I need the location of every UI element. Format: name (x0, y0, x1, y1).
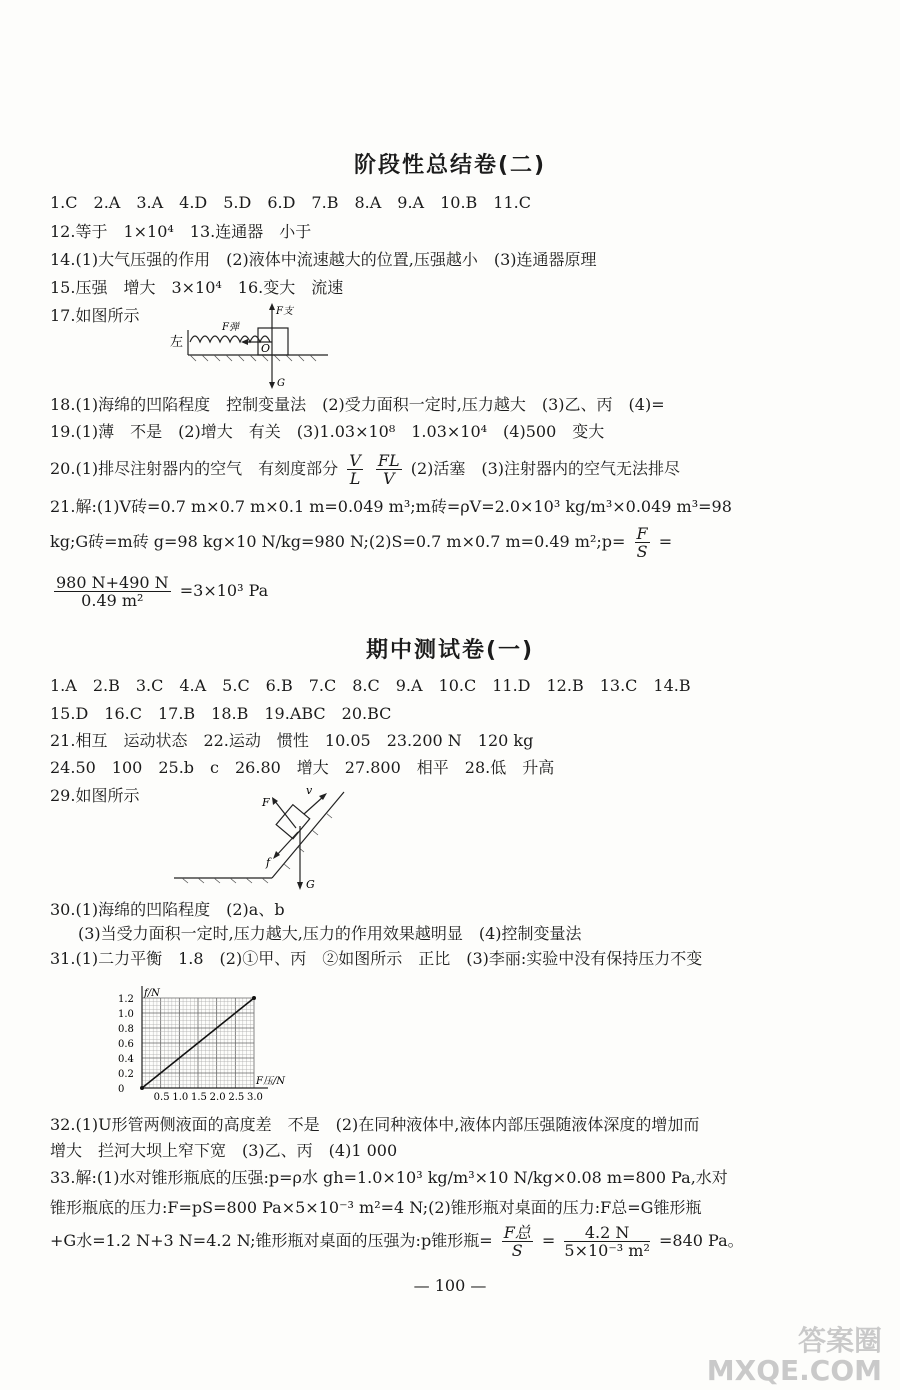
y-tick-label: 1.0 (118, 1009, 134, 1020)
answer-line-2-3: 21.相互 运动状态 22.运动 惯性 10.05 23.200 N 120 kg (50, 731, 534, 750)
section-title-2: 期中测试卷(一) (365, 638, 535, 663)
x-tick-label: 2.5 (228, 1092, 245, 1103)
label-v: v (306, 784, 313, 797)
label-gravity: G (277, 378, 285, 389)
answer-line-2-5: 29.如图所示 (50, 786, 140, 805)
fraction-force-area: $\frac{4.2 N}{\text{5×10⁻³ m²}}$ (564, 1223, 650, 1260)
answer-line-20a: 20.(1)排尽注射器内的空气 有刻度部分 (50, 459, 339, 478)
answer-line-2-4: 24.50 100 25.b c 26.80 增大 27.800 相平 28.低 升高 (50, 758, 555, 777)
y-tick-label: 0.8 (118, 1024, 134, 1035)
fraction-weight-area: $\frac{980 N+490 N}{\text{0.49 m²}}$ (56, 573, 169, 610)
label-f-spring: F弹 (222, 322, 239, 333)
data-point (140, 1086, 144, 1090)
answer-line-3: 14.(1)大气压强的作用 (2)液体中流速越大的位置,压强越小 (3)连通器原理 (50, 250, 597, 269)
section-title-1: 阶段性总结卷(二) (353, 153, 547, 178)
label-friction: f (266, 856, 271, 869)
fraction-ftotal-over-s: $\frac{\text{F总}}{S}$ (503, 1223, 531, 1260)
y-tick-label: 0.6 (118, 1039, 134, 1050)
chart-xlabel: F压/N (256, 1076, 286, 1087)
x-tick-label: 0.5 (153, 1092, 170, 1103)
answer-line-5: 17.如图所示 (50, 306, 140, 325)
watermark-line-1: 答案圈 (797, 1324, 882, 1357)
friction-pressure-chart (112, 978, 292, 1112)
label-point-o: O (261, 342, 271, 355)
answer-line-1: 1.C 2.A 3.A 4.D 5.D 6.D 7.B 8.A 9.A 10.B 11.C (50, 193, 531, 212)
answer-line-21b: kg;G砖=m砖 g=98 kg×10 N/kg=980 N;(2)S=0.7 m×0.7 m=0.49 m²;p= $\frac{F}{S}$ = (50, 524, 673, 561)
y-tick-label: 0.2 (118, 1069, 134, 1080)
watermark-line-2: MXQE.COM (706, 1354, 882, 1387)
watermark (707, 1326, 882, 1386)
answer-line-18: 18.(1)海绵的凹陷程度 控制变量法 (2)受力面积一定时,压力越大 (3)乙、丙 (4)= (50, 395, 665, 414)
y-tick-label: 0 (118, 1084, 125, 1095)
label-g: G (306, 878, 315, 891)
label-f: F (262, 796, 270, 809)
answer-line-21a: 21.解:(1)V砖=0.7 m×0.7 m×0.1 m=0.049 m³;m砖=ρV=2.0×10³ kg/m³×0.049 m³=98 (50, 497, 732, 516)
answer-line-2: 12.等于 1×10⁴ 13.连通器 小于 (50, 222, 312, 241)
figure-29-incline-block (172, 782, 352, 894)
answer-line-2-31: 31.(1)二力平衡 1.8 (2)①甲、丙 ②如图所示 正比 (3)李丽:实验中没有保持压力不变 (50, 949, 703, 968)
x-tick-label: 2.0 (209, 1092, 226, 1103)
answer-line-2-33c: +G水=1.2 N+3 N=4.2 N;锥形瓶对桌面的压强为:p锥形瓶= $\frac{\text{F总}}{S}$ = $\frac{4.2 N}{\text{5×10⁻³ m²}}$ =840 Pa。 (50, 1223, 744, 1260)
answer-line-21c: $\frac{980 N+490 N}{\text{0.49 m²}}$ =3×10³ Pa (56, 573, 269, 610)
answer-line-2-33b: 锥形瓶底的压力:F=pS=800 Pa×5×10⁻³ m²=4 N;(2)锥形瓶对桌面的压力:F总=G锥形瓶 (50, 1198, 702, 1217)
y-tick-label: 0.4 (118, 1054, 134, 1065)
answer-line-2-30b: (3)当受力面积一定时,压力越大,压力的作用效果越明显 (4)控制变量法 (78, 924, 582, 943)
answer-line-2-30a: 30.(1)海绵的凹陷程度 (2)a、b (50, 900, 285, 919)
label-left: 左 (170, 335, 184, 350)
answer-line-2-33a: 33.解:(1)水对锥形瓶底的压强:p=ρ水 gh=1.0×10³ kg/m³×10 N/kg×0.08 m=800 Pa,水对 (50, 1168, 728, 1187)
answer-line-2-32a: 32.(1)U形管两侧液面的高度差 不是 (2)在同种液体中,液体内部压强随液体深度的增加而 (50, 1115, 700, 1134)
fraction-v-over-l: $\frac{V}{L}$ (349, 451, 361, 488)
label-f-support: F支 (276, 306, 293, 317)
answer-line-20 (50, 452, 680, 487)
answer-line-20b: (2)活塞 (3)注射器内的空气无法排尽 (410, 459, 681, 478)
y-tick-label: 1.2 (118, 994, 134, 1005)
figure-17-spring-block (168, 300, 338, 392)
x-tick-label: 1.0 (172, 1092, 189, 1103)
x-tick-label: 1.5 (191, 1092, 207, 1103)
fraction-f-over-s: $\frac{F}{S}$ (636, 524, 648, 561)
answer-line-2-1: 1.A 2.B 3.C 4.A 5.C 6.B 7.C 8.C 9.A 10.C 11.D 12.B 13.C 14.B (50, 676, 691, 695)
answer-line-4: 15.压强 增大 3×10⁴ 16.变大 流速 (50, 278, 344, 297)
answer-line-2-32b: 增大 拦河大坝上窄下宽 (3)乙、丙 (4)1 000 (50, 1141, 398, 1160)
answer-line-2-2: 15.D 16.C 17.B 18.B 19.ABC 20.BC (50, 704, 392, 723)
answer-line-19: 19.(1)薄 不是 (2)增大 有关 (3)1.03×10⁸ 1.03×10⁴ (4)500 变大 (50, 422, 605, 441)
data-point (252, 996, 256, 1000)
chart-ylabel: f/N (144, 988, 160, 999)
x-tick-label: 3.0 (247, 1092, 263, 1103)
page-number: — 100 — (413, 1276, 487, 1295)
fraction-fl-over-v: $\frac{FL}{V}$ (377, 451, 400, 488)
